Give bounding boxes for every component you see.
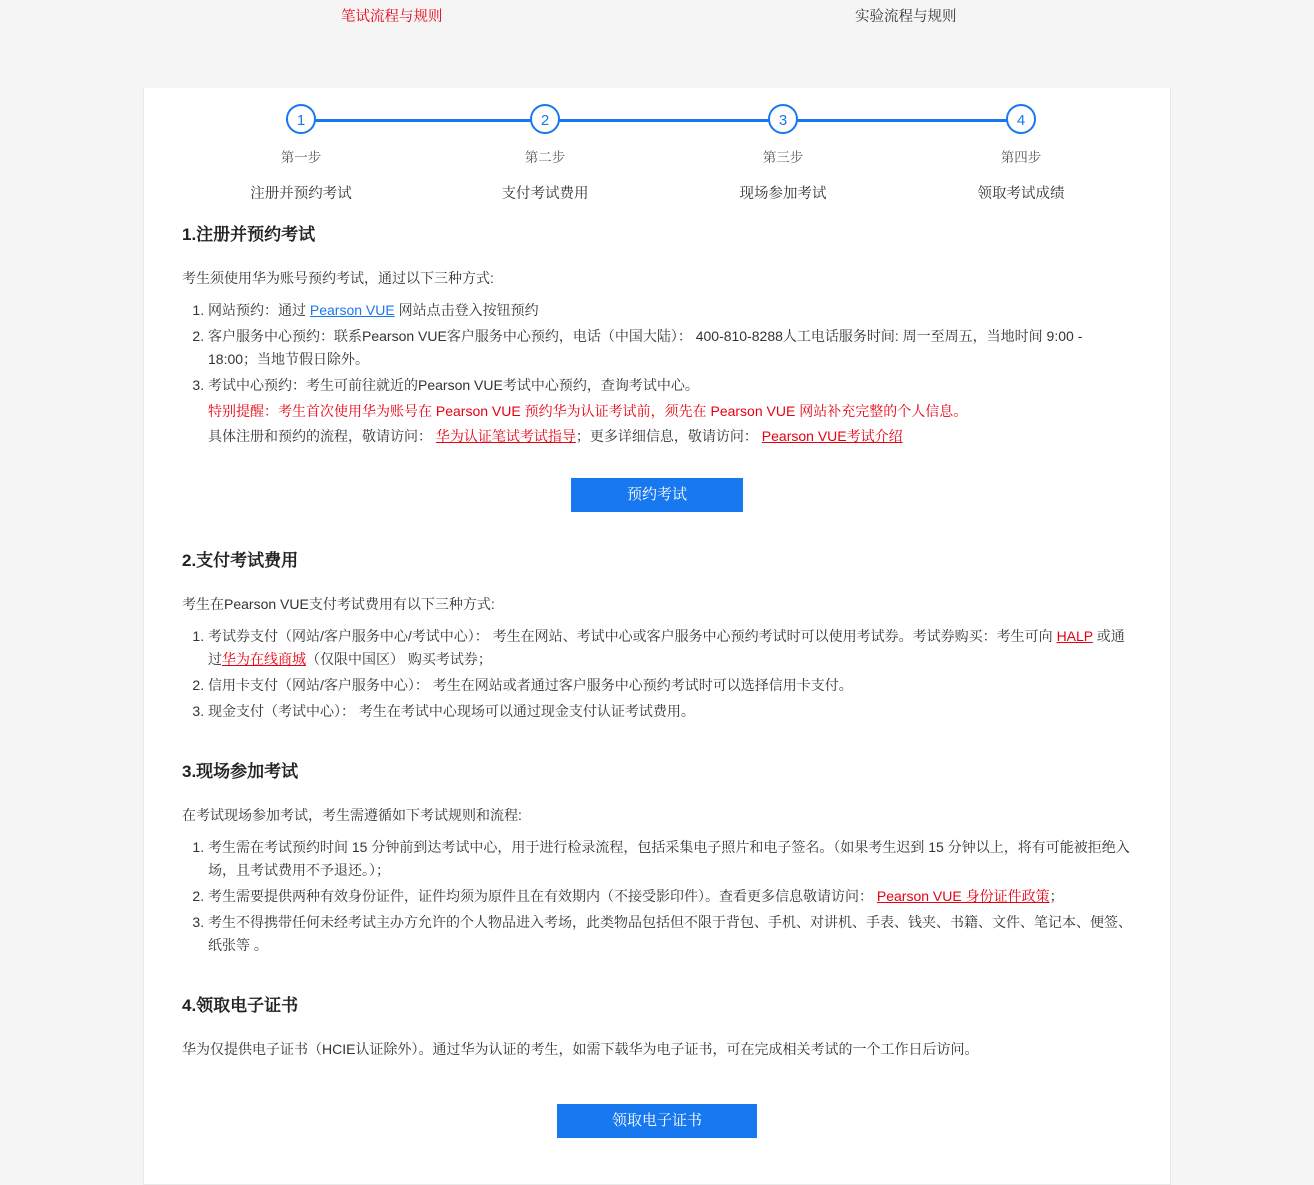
list-item: 1. 考生需在考试预约时间 15 分钟前到达考试中心，用于进行检录流程，包括采集电子照片和电子签名。（如果考生迟到 15 分钟以上，将有可能被拒绝入场，且考试费用不予退还。）； — [208, 836, 1132, 882]
step-4 — [961, 104, 1081, 203]
step-1 — [241, 104, 361, 203]
section-1-list — [182, 299, 1132, 397]
section-4-title: 4.领取电子证书 — [182, 996, 299, 1015]
stepper-line — [302, 119, 1024, 122]
huawei-written-exam-guide-link[interactable]: 华为认证笔试考试指导 — [435, 428, 576, 444]
section-1-item1-pre: 网站预约：通过 — [208, 302, 310, 318]
step-3-label: 现场参加考试 — [739, 186, 827, 202]
list-item: 3. 考生不得携带任何未经考试主办方允许的个人物品进入考场，此类物品包括但不限于背包、手机、对讲机、手表、钱夹、书籍、文件、笔记本、便签、纸张等 。 — [208, 911, 1132, 957]
huawei-online-store-link[interactable]: 华为在线商城 — [222, 651, 306, 667]
step-3-sub: 第三步 — [762, 150, 804, 165]
section-3-lead: 在考试现场参加考试，考生需遵循如下考试规则和流程: — [182, 807, 522, 823]
list-item: 2. 信用卡支付（网站/客户服务中心）： 考生在网站或者通过客户服务中心预约考试时可以选择信用卡支付。 — [208, 674, 1132, 697]
section-3-title: 3.现场参加考试 — [182, 762, 299, 781]
step-4-circle: 4 — [1006, 104, 1036, 134]
pearson-vue-exam-intro-link[interactable]: Pearson VUE考试介绍 — [761, 428, 903, 444]
step-1-circle: 1 — [286, 104, 316, 134]
section-1-note-mid: ；更多详细信息，敬请访问： — [575, 428, 758, 444]
list-item — [208, 299, 1132, 322]
tab-bar — [0, 0, 1314, 30]
stepper — [144, 88, 1170, 202]
list-item — [208, 625, 1132, 671]
step-4-label: 领取考试成绩 — [977, 186, 1065, 202]
book-exam-button[interactable]: 预约考试 — [571, 478, 743, 512]
step-2-circle: 2 — [530, 104, 560, 134]
section-1-lead: 考生须使用华为账号预约考试，通过以下三种方式: — [182, 270, 494, 286]
section-1-item1-post: 网站点击登入按钮预约 — [394, 302, 539, 318]
step-3-circle: 3 — [768, 104, 798, 134]
list-item: 3. 现金支付（考试中心）： 考生在考试中心现场可以通过现金支付认证考试费用。 — [208, 700, 1132, 723]
section-3-item2-post: ； — [1049, 888, 1064, 904]
halp-link[interactable]: HALP — [1056, 628, 1093, 644]
section-1-button-wrap — [182, 478, 1132, 512]
pearson-vue-link[interactable]: Pearson VUE — [309, 302, 395, 318]
page-card — [143, 88, 1171, 1185]
section-2-list — [182, 625, 1132, 723]
section-3-list — [182, 836, 1132, 957]
section-1-note-pre: 具体注册和预约的流程，敬请访问： — [208, 428, 432, 444]
section-2-item1-pre: 考试券支付（网站/客户服务中心/考试中心）： 考生在网站、考试中心或客户服务中心预约考试时可以使用考试券。考试券购买：考生可向 — [208, 628, 1057, 644]
step-3 — [723, 104, 843, 203]
get-e-certificate-button[interactable]: 领取电子证书 — [557, 1104, 757, 1138]
section-1-note-links — [208, 425, 1132, 448]
section-1-title: 1.注册并预约考试 — [182, 225, 316, 244]
section-1-notes — [182, 400, 1132, 448]
section-2-item1-mid: 或通过 — [208, 628, 1125, 667]
step-2 — [485, 104, 605, 203]
section-1-red-note: 特别提醒：考生首次使用华为账号在 Pearson VUE 预约华为认证考试前，须先在 Pearson VUE 网站补充完整的个人信息。 — [208, 403, 968, 419]
tab-lab-exam[interactable]: 实验流程与规则 — [855, 8, 957, 25]
content — [144, 220, 1170, 1138]
pearson-vue-id-policy-link[interactable]: Pearson VUE 身份证件政策 — [876, 888, 1050, 904]
list-item: 3. 考试中心预约：考生可前往就近的Pearson VUE考试中心预约，查询考试中心。 — [208, 374, 1132, 397]
step-4-sub: 第四步 — [1000, 150, 1042, 165]
list-item: 2. 客户服务中心预约：联系Pearson VUE客户服务中心预约，电话（中国大陆）： 400-810-8288人工电话服务时间: 周一至周五，当地时间 9:00 - 18:00；当地节假日除外。 — [208, 325, 1132, 371]
list-item — [208, 885, 1132, 908]
section-4-button-wrap — [182, 1104, 1132, 1138]
section-2-lead: 考生在Pearson VUE支付考试费用有以下三种方式: — [182, 596, 495, 612]
section-2-title: 2.支付考试费用 — [182, 551, 299, 570]
step-1-sub: 第一步 — [280, 150, 322, 165]
section-3-item2-pre: 考生需要提供两种有效身份证件，证件均须为原件且在有效期内（不接受影印件）。查看更多信息敬请访问： — [208, 888, 877, 904]
step-1-label: 注册并预约考试 — [250, 186, 352, 202]
section-4-lead: 华为仅提供电子证书（HCIE认证除外）。通过华为认证的考生，如需下载华为电子证书，可在完成相关考试的一个工作日后访问。 — [182, 1041, 979, 1057]
tab-written-exam[interactable]: 笔试流程与规则 — [341, 8, 443, 25]
step-2-sub: 第二步 — [524, 150, 566, 165]
section-2-item1-post: （仅限中国区） 购买考试券； — [306, 651, 492, 667]
step-2-label: 支付考试费用 — [501, 186, 589, 202]
